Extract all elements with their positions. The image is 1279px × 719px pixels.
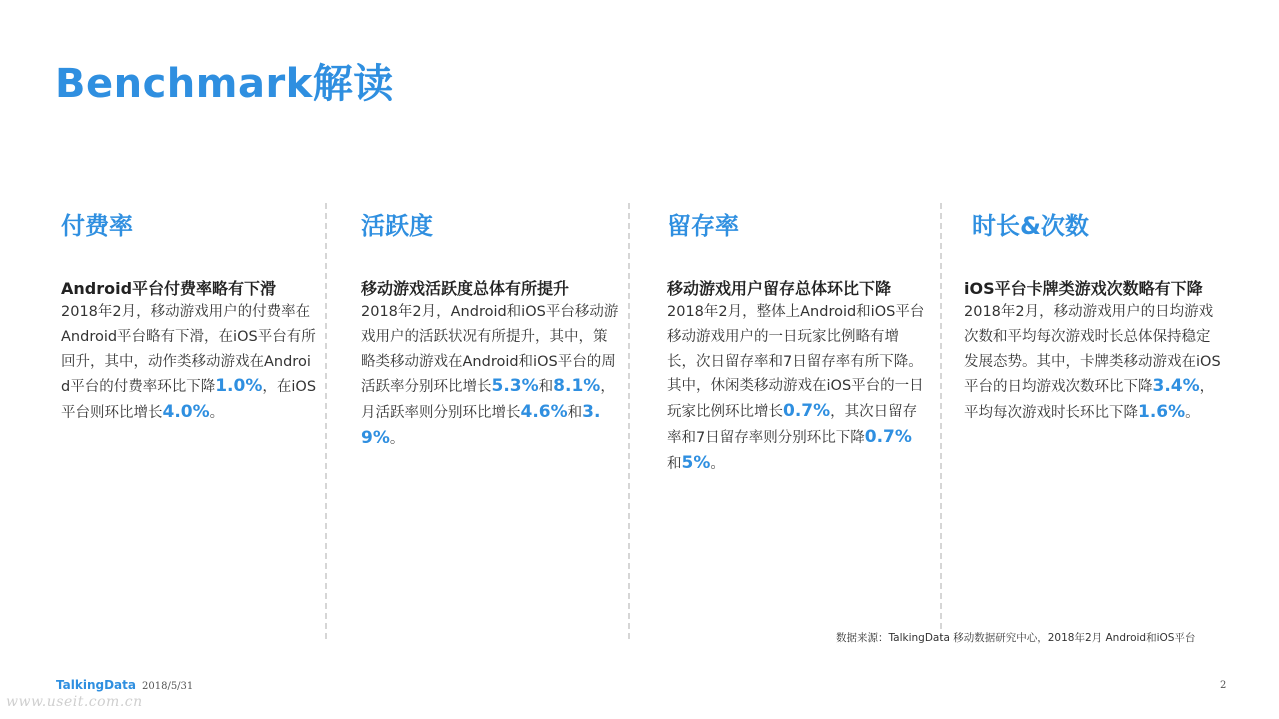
body-text: ，月活跃率则分别环比增长 (361, 379, 615, 422)
watermark: www.useit.com.cn (6, 694, 143, 710)
body-text: 2018年2月，Android和iOS平台移动游戏用户的活跃状况有所提升，其中，策略类移动游戏在Android和iOS平台的周活跃率分别环比增长 (361, 304, 619, 396)
body-text: 2018年2月，移动游戏用户的日均游戏次数和平均每次游戏时长总体保持稳定发展态势。其中，卡牌类移动游戏在iOS平台的日均游戏次数环比下降 (964, 304, 1221, 396)
page-title: Benchmark解读 (55, 61, 394, 107)
highlight-value: 4.0% (162, 402, 210, 423)
body-text: ，其次日留存率和7日留存率则分别环比下降 (667, 404, 918, 446)
column-subtitle: Android平台付费率略有下滑 (61, 279, 277, 298)
highlight-value: 0.7% (864, 426, 912, 447)
column-body (964, 300, 1222, 426)
column-heading: 留存率 (667, 212, 739, 240)
highlight-value: 3.9% (361, 402, 601, 448)
column-heading: 活跃度 (361, 212, 433, 240)
column-divider (940, 203, 942, 639)
body-text: 和 (538, 379, 554, 396)
highlight-value: 0.7% (783, 401, 831, 422)
highlight-value: 5.3% (491, 376, 539, 397)
column-body (61, 300, 319, 426)
highlight-value: 4.6% (520, 402, 568, 423)
body-text: ，在iOS平台则环比增长 (61, 379, 317, 422)
column-body (361, 300, 619, 452)
body-text: 。 (389, 430, 405, 447)
highlight-value: 5% (681, 452, 711, 473)
highlight-value: 1.6% (1138, 402, 1186, 423)
body-text: 。 (710, 455, 725, 472)
talkingdata-logo: TalkingData (56, 678, 136, 692)
body-text: 2018年2月，移动游戏用户的付费率在Android平台略有下滑，在iOS平台有所回升，其中，动作类移动游戏在Android平台的付费率环比下降 (61, 304, 316, 396)
column-heading: 付费率 (61, 212, 133, 240)
highlight-value: 8.1% (553, 376, 601, 397)
column-body (667, 300, 925, 477)
page-number: 2 (1220, 680, 1227, 691)
column-subtitle: 移动游戏用户留存总体环比下降 (667, 279, 892, 298)
column-subtitle: iOS平台卡牌类游戏次数略有下降 (964, 279, 1203, 298)
column-heading: 时长&次数 (972, 212, 1089, 240)
highlight-value: 3.4% (1152, 376, 1200, 397)
highlight-value: 1.0% (215, 376, 263, 397)
body-text: ，平均每次游戏时长环比下降 (964, 379, 1215, 422)
footer-date: 2018/5/31 (142, 681, 194, 692)
column-subtitle: 移动游戏活跃度总体有所提升 (361, 279, 570, 298)
data-source-note: 数据来源：TalkingData 移动数据研究中心，2018年2月 Android和iOS平台 (836, 632, 1196, 644)
body-text: 2018年2月，整体上Android和iOS平台移动游戏用户的一日玩家比例略有增长，次日留存率和7日留存率有所下降。其中，休闲类移动游戏在iOS平台的一日玩家比例环比增长 (667, 304, 925, 421)
column-divider (325, 203, 327, 639)
column-divider (628, 203, 630, 639)
body-text: 和 (667, 455, 682, 472)
body-text: 。 (1185, 405, 1200, 422)
body-text: 和 (567, 405, 583, 422)
body-text: 。 (209, 405, 225, 422)
